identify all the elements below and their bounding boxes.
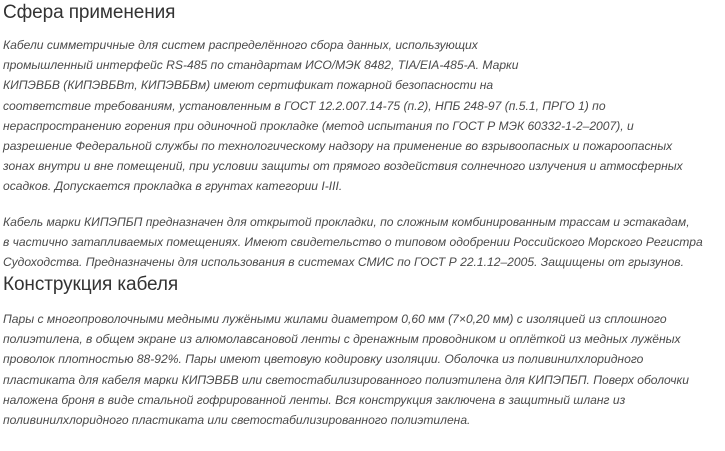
section-heading-application: Сфера применения — [3, 2, 176, 23]
text-line: нераспространению горения при одиночной прокладке (метод испытания по ГОСТ Р МЭК 60332-1-2–2007), и — [3, 118, 634, 133]
text-line: поливинилхлоридного пластиката или светостабилизированного полиэтилена. — [3, 413, 471, 428]
text-line: полиэтилена, в общем экране из алюмолавсановой ленты с дренажным проводником и оплёткой из медных лужёных — [3, 332, 681, 347]
text-line: проволок плотностью 88-92%. Пары имеют цветовую кодировку изоляции. Оболочка из поливинилхлоридного — [3, 352, 644, 367]
text-line: Кабели симметричные для систем распределённого сбора данных, использующих — [3, 38, 478, 52]
text-line: КИПЭВБВ (КИПЭВБВт, КИПЭВБВм) имеют сертификат пожарной безопасности на — [3, 78, 494, 93]
text-line: осадков. Допускается прокладка в грунтах категории I-III. — [3, 179, 343, 194]
text-line: наложена броня в виде стальной гофрированной ленты. Вся конструкция заключена в защитный шланг из — [3, 392, 626, 407]
text-line: Судоходства. Предназначены для использования в системах СМИС по ГОСТ Р 22.1.12–2005. Защищены от грызунов. — [3, 255, 684, 270]
text-line: соответствие требованиям, установленным в ГОСТ 12.2.007.14-75 (п.2), НПБ 248-97 (п.5.1, ПРГО 1) по — [3, 98, 606, 113]
text-line: промышленный интерфейс RS-485 по стандартам ИСО/МЭК 8482, TIA/EIA-485-A. Марки — [3, 58, 519, 73]
paragraph-application-2 — [3, 212, 703, 273]
paragraph-application-1 — [3, 35, 683, 197]
text-line: зонах внутри и вне помещений, при условии защиты от прямого воздействия солнечного излучения и атмосферных — [3, 159, 683, 174]
text-line: в частично затапливаемых помещениях. Имеют свидетельство о типовом одобрении Российского Морского Регистра — [3, 235, 703, 250]
paragraph-construction — [3, 309, 689, 430]
text-line: пластиката для кабеля марки КИПЭВБВ или светостабилизированного полиэтилена для КИПЭПБП. Поверх оболочки — [3, 372, 689, 387]
text-line: Кабель марки КИПЭПБП предназначен для открытой прокладки, по сложным комбинированным трассам и эстакадам, — [3, 215, 690, 229]
text-line: Пары с многопроволочными медными лужёными жилами диаметром 0,60 мм (7×0,20 мм) с изоляцией из сплошного — [3, 312, 667, 326]
section-heading-construction: Конструкция кабеля — [3, 274, 179, 295]
text-line: разрешение Федеральной службы по технологическому надзору на применение во взрывоопасных и пожароопасных — [3, 139, 673, 154]
